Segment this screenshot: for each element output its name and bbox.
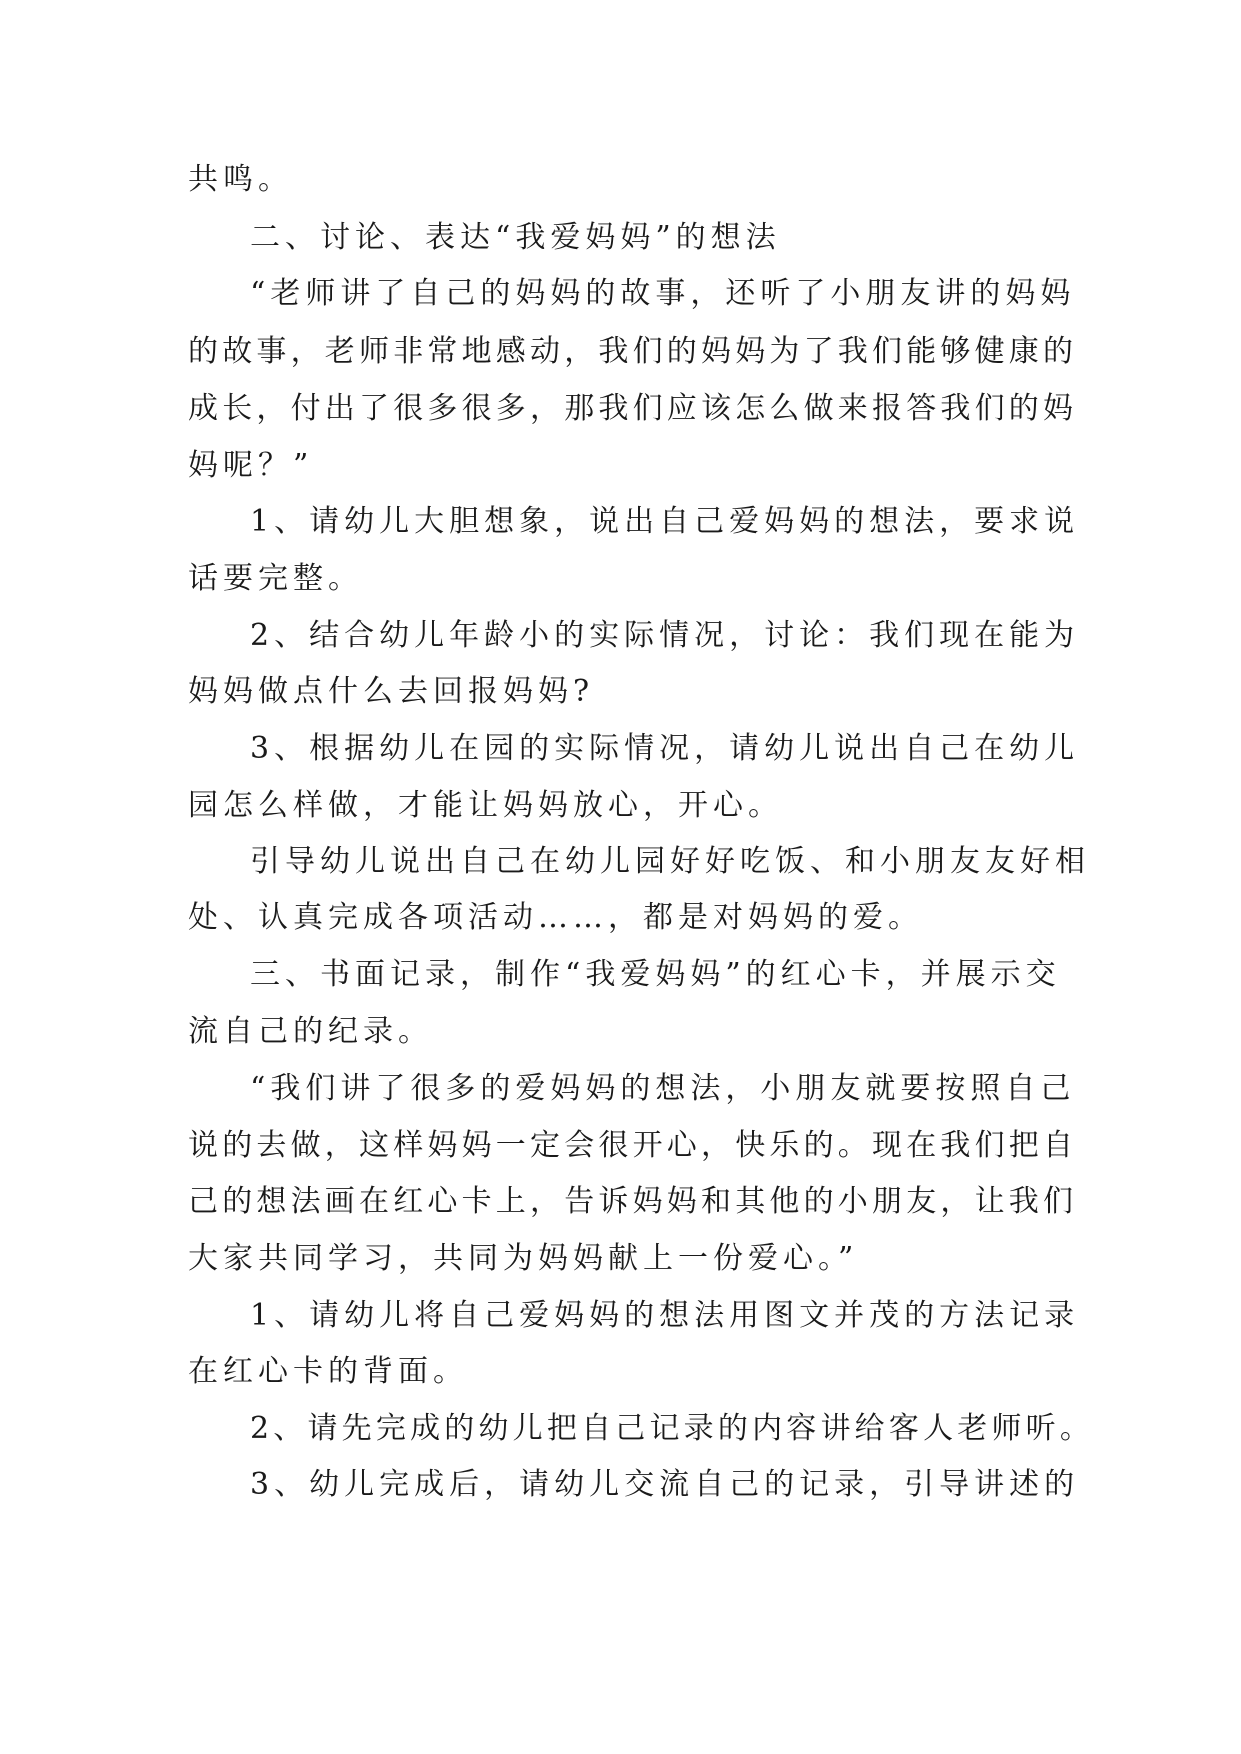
paragraph-line: 成长，付出了很多很多，那我们应该怎么做来报答我们的妈: [188, 391, 1078, 426]
paragraph-line: 的故事，老师非常地感动，我们的妈妈为了我们能够健康的: [188, 334, 1078, 369]
list-item-line: 2、请先完成的幼儿把自己记录的内容讲给客人老师听。: [250, 1411, 1095, 1446]
list-item-line: 2、结合幼儿年龄小的实际情况，讨论：我们现在能为: [250, 618, 1080, 653]
list-item-line: 1、请幼儿大胆想象，说出自己爱妈妈的想法，要求说: [250, 504, 1080, 539]
paragraph-line: “老师讲了自己的妈妈的故事，还听了小朋友讲的妈妈: [250, 276, 1076, 311]
list-item-line: 妈妈做点什么去回报妈妈?: [188, 674, 595, 709]
list-item-line: 园怎么样做，才能让妈妈放心，开心。: [188, 788, 783, 823]
section-heading-record-cont: 流自己的纪录。: [188, 1014, 433, 1049]
paragraph-line: 己的想法画在红心卡上，告诉妈妈和其他的小朋友，让我们: [188, 1184, 1078, 1219]
section-heading-discussion: 二、讨论、表达“我爱妈妈”的想法: [250, 220, 781, 255]
list-item-line: 3、幼儿完成后，请幼儿交流自己的记录，引导讲述的: [250, 1467, 1080, 1502]
list-item-line: 3、根据幼儿在园的实际情况，请幼儿说出自己在幼儿: [250, 731, 1080, 766]
paragraph-line: 处、认真完成各项活动……，都是对妈妈的爱。: [188, 900, 923, 935]
paragraph-line: 说的去做，这样妈妈一定会很开心，快乐的。现在我们把自: [188, 1128, 1078, 1163]
list-item-line: 话要完整。: [188, 561, 363, 596]
list-item-line: 在红心卡的背面。: [188, 1354, 468, 1389]
paragraph-line: 大家共同学习，共同为妈妈献上一份爱心。”: [188, 1241, 859, 1276]
paragraph-line: “我们讲了很多的爱妈妈的想法，小朋友就要按照自己: [250, 1071, 1076, 1106]
paragraph-line: 引导幼儿说出自己在幼儿园好好吃饭、和小朋友友好相: [250, 844, 1090, 879]
section-heading-record: 三、书面记录，制作“我爱妈妈”的红心卡，并展示交: [250, 957, 1061, 992]
paragraph-line: 共鸣。: [188, 162, 293, 197]
list-item-line: 1、请幼儿将自己爱妈妈的想法用图文并茂的方法记录: [250, 1298, 1080, 1333]
paragraph-line: 妈呢？”: [188, 448, 314, 483]
